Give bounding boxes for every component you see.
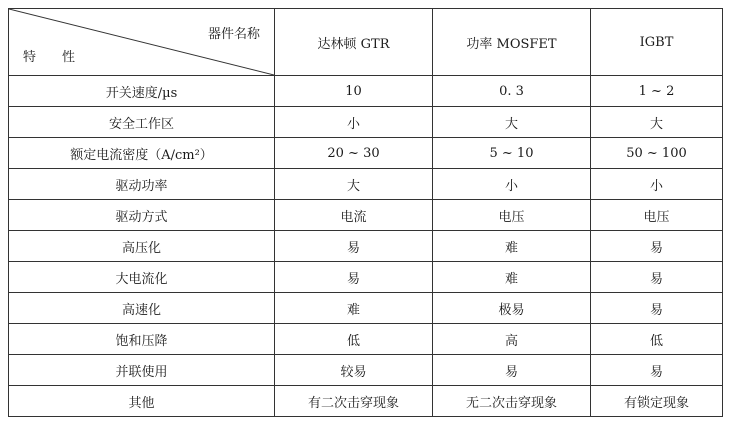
row-label: 额定电流密度（A/cm²）: [9, 138, 275, 169]
igbt-value: 低: [591, 324, 723, 355]
row-label: 开关速度/µs: [9, 76, 275, 107]
igbt-value: 易: [591, 262, 723, 293]
row-label: 其他: [9, 386, 275, 417]
igbt-value: 电压: [591, 200, 723, 231]
column-header-gtr: 达林顿 GTR: [275, 9, 433, 76]
table-row: [9, 355, 723, 386]
igbt-value: 易: [591, 231, 723, 262]
table-row: [9, 138, 723, 169]
gtr-value: 较易: [275, 355, 433, 386]
gtr-value: 难: [275, 293, 433, 324]
gtr-value: 易: [275, 231, 433, 262]
gtr-value: 有二次击穿现象: [275, 386, 433, 417]
mosfet-value: 高: [433, 324, 591, 355]
diagonal-divider: [9, 9, 274, 75]
mosfet-value: 大: [433, 107, 591, 138]
row-label: 高压化: [9, 231, 275, 262]
corner-header-cell: [9, 9, 275, 76]
row-label: 大电流化: [9, 262, 275, 293]
mosfet-value: 易: [433, 355, 591, 386]
mosfet-value: 难: [433, 262, 591, 293]
gtr-value: 低: [275, 324, 433, 355]
gtr-value: 易: [275, 262, 433, 293]
table-row: [9, 107, 723, 138]
table-row: [9, 231, 723, 262]
table-row: [9, 324, 723, 355]
table-row: [9, 262, 723, 293]
igbt-value: 小: [591, 169, 723, 200]
row-label: 饱和压降: [9, 324, 275, 355]
row-label: 并联使用: [9, 355, 275, 386]
igbt-value: 大: [591, 107, 723, 138]
column-header-igbt: IGBT: [591, 9, 723, 76]
table-row: [9, 386, 723, 417]
table-row: [9, 76, 723, 107]
mosfet-value: 5 ~ 10: [433, 138, 591, 169]
mosfet-value: 0. 3: [433, 76, 591, 107]
row-label: 驱动功率: [9, 169, 275, 200]
mosfet-value: 电压: [433, 200, 591, 231]
row-label: 高速化: [9, 293, 275, 324]
igbt-value: 有锁定现象: [591, 386, 723, 417]
column-header-mosfet: 功率 MOSFET: [433, 9, 591, 76]
property-header: 特性: [23, 50, 102, 65]
row-label: 驱动方式: [9, 200, 275, 231]
igbt-value: 50 ~ 100: [591, 138, 723, 169]
device-name-header: 器件名称: [207, 27, 260, 42]
mosfet-value: 极易: [433, 293, 591, 324]
gtr-value: 电流: [275, 200, 433, 231]
table-row: [9, 293, 723, 324]
gtr-value: 20 ~ 30: [275, 138, 433, 169]
table-row: [9, 169, 723, 200]
igbt-value: 易: [591, 293, 723, 324]
header-row: [9, 9, 723, 76]
gtr-value: 小: [275, 107, 433, 138]
comparison-table: [8, 8, 723, 417]
table-row: [9, 200, 723, 231]
mosfet-value: 难: [433, 231, 591, 262]
row-label: 安全工作区: [9, 107, 275, 138]
gtr-value: 10: [275, 76, 433, 107]
mosfet-value: 无二次击穿现象: [433, 386, 591, 417]
mosfet-value: 小: [433, 169, 591, 200]
igbt-value: 易: [591, 355, 723, 386]
igbt-value: 1 ~ 2: [591, 76, 723, 107]
gtr-value: 大: [275, 169, 433, 200]
